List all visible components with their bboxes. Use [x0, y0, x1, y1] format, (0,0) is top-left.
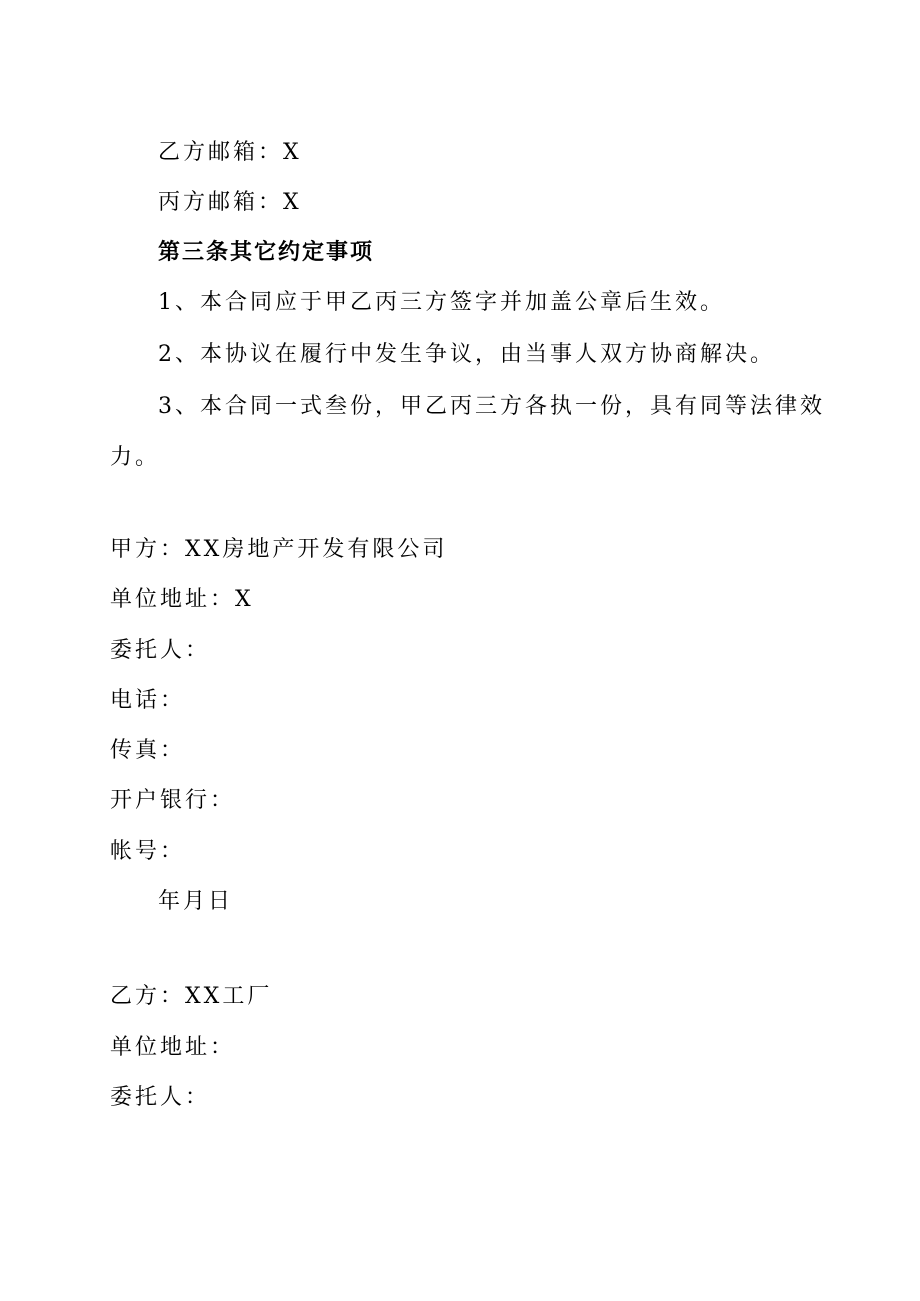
party-b-agent: 委托人： — [110, 1085, 211, 1110]
party-a-agent: 委托人： — [110, 638, 211, 663]
party-c-email: 丙方邮箱：X — [158, 190, 302, 215]
article-3-item-3: 3、本合同一式叁份，甲乙丙三方各执一份，具有同等法律效 — [158, 394, 825, 419]
party-a-phone: 电话： — [110, 688, 186, 713]
party-b-email: 乙方邮箱：X — [158, 140, 302, 165]
article-3-item-2: 2、本协议在履行中发生争议，由当事人双方协商解决。 — [158, 342, 775, 367]
article-3-title: 第三条其它约定事项 — [158, 240, 375, 265]
party-a-date: 年月日 — [158, 889, 234, 914]
article-3-item-1: 1、本合同应于甲乙丙三方签字并加盖公章后生效。 — [158, 290, 725, 315]
party-a-fax: 传真： — [110, 738, 186, 763]
party-a-address: 单位地址：X — [110, 587, 254, 612]
article-3-item-3-continued: 力。 — [110, 445, 161, 470]
party-b-name: 乙方：XX工厂 — [110, 984, 273, 1009]
party-b-address: 单位地址： — [110, 1035, 236, 1060]
party-a-account: 帐号： — [110, 839, 186, 864]
party-a-bank: 开户银行： — [110, 788, 236, 813]
party-a-name: 甲方：XX房地产开发有限公司 — [110, 537, 448, 562]
